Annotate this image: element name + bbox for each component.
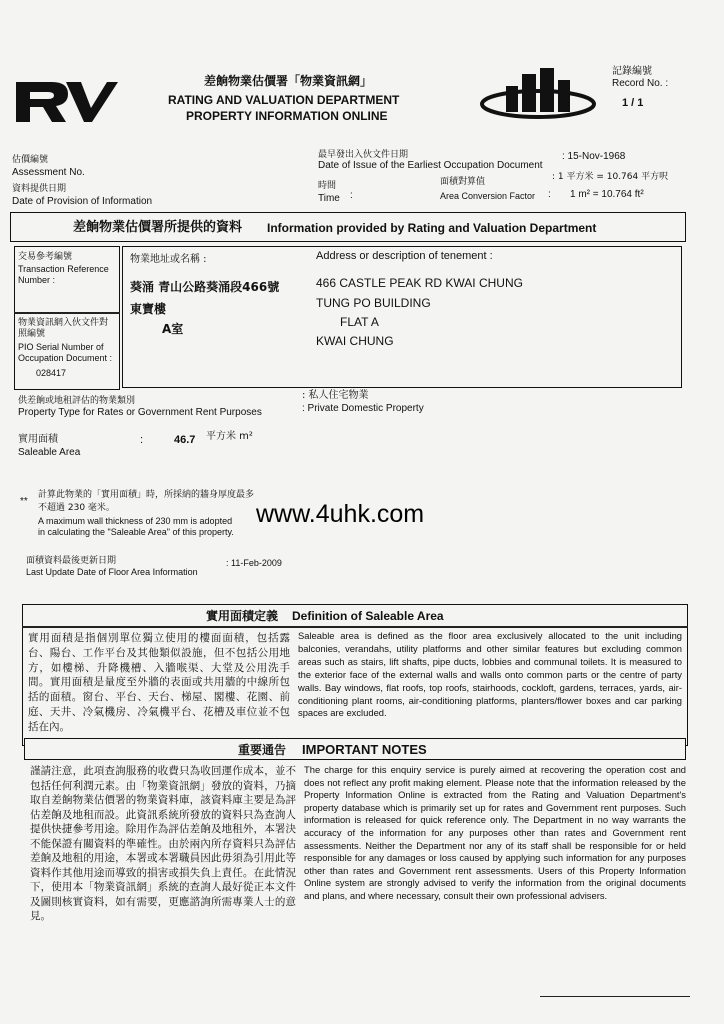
occupation-zh: 最早發出入伙文件日期 — [318, 150, 409, 160]
conv-label: Area Conversion Factor — [440, 191, 536, 201]
txn-zh: 交易參考編號 — [18, 252, 73, 262]
info-banner — [10, 212, 686, 242]
update-date-label: Last Update Date of Floor Area Information — [26, 567, 198, 577]
conv-colon: : — [548, 189, 551, 200]
occupation-value: : 15-Nov-1968 — [562, 151, 626, 162]
wall-note-zh-2: 不超過 230 毫米。 — [38, 503, 115, 513]
address-en-line-2: TUNG PO BUILDING — [316, 296, 431, 310]
info-banner-zh: 差餉物業估價署所提供的資料 — [73, 220, 243, 235]
address-label-en: Address or description of tenement : — [316, 250, 493, 262]
info-right-col — [122, 246, 682, 388]
building-logo-graphic — [478, 64, 598, 124]
definition-title-en: Definition of Saleable Area — [292, 609, 444, 623]
notes-body-en: The charge for this enquiry service is purely aimed at recovering the operation cost and does not reflect any profit making element. Please note that the information released by the Property Information Online is extracted from the Rating and Valuation Department's property database which is primarily set up for rates and Government rent purposes. Such information is released for quick reference only. The Department in no way warrants the accuracy of the information for any purposes other than rates and Government rent assessments. Neither the Department nor any of its staff shall be responsible for or held responsible for any damages or loss caused by applying such information for any purposes other than rates and Government rent assessments. Users of this Property Information Online system are strongly advised to verify the information from the original documents and plans, and where necessary, consult their own professional advisers. — [304, 764, 686, 901]
update-date-zh: 面積資料最後更新日期 — [26, 556, 117, 566]
occupation-label: Date of Issue of the Earliest Occupation Document — [318, 160, 543, 171]
header-title-en-2: PROPERTY INFORMATION ONLINE — [186, 109, 388, 123]
rv-logo — [14, 78, 118, 126]
saleable-area-label: Saleable Area — [18, 447, 81, 458]
record-no-zh: 記錄編號 — [612, 66, 652, 77]
saleable-area-value: 46.7 — [174, 434, 196, 446]
assessment-label: Assessment No. — [12, 167, 85, 178]
notes-body-zh: 謹請注意，此項查詢服務的收費只為收回運作成本，並不包括任何利潤元素。由「物業資訊網」發放的資料，乃摘取自差餉物業估價署的物業資料庫，該資料庫主要是為評估差餉及地租而設。此資訊系統所發放的資料只為查詢人提供快捷參考用途。除用作為評估差餉及地租外，本署決不能保證有關資料的準確性。由於兩內所存資料只為評估差餉及地租的用途，本署或本署職員因此毋須為引用此等資料作其他用途而導致的損害或損失負上責任。在此情況下，使用本「物業資訊網」系統的查詢人最好從正本文件及圖則核實資料，如有需要，更應諮詢所需專業人士的意見。 — [30, 765, 296, 922]
header-title-en-1: RATING AND VALUATION DEPARTMENT — [168, 93, 400, 107]
txn-label: Transaction Reference Number : — [18, 264, 109, 285]
wall-note-en-1: A maximum wall thickness of 230 mm is adopted — [38, 516, 233, 526]
wall-note-en-2: in calculating the "Saleable Area" of this property. — [38, 527, 234, 537]
rv-logo-graphic — [14, 78, 118, 126]
conv-zh: 面積對算值 — [440, 177, 486, 187]
record-no-label: Record No. : — [612, 78, 669, 89]
address-en-line-4: KWAI CHUNG — [316, 334, 394, 348]
info-left-divider — [14, 312, 120, 314]
pio-value: 028417 — [36, 368, 67, 378]
watermark-text: www.4uhk.com — [256, 500, 425, 528]
wall-note-zh-1: 計算此物業的「實用面積」時，所採納的牆身厚度最多 — [38, 490, 255, 500]
pio-label: PIO Serial Number of Occupation Document : — [18, 342, 113, 363]
property-type-value: : Private Domestic Property — [302, 403, 424, 414]
address-en-line-3: FLAT A — [340, 315, 379, 329]
saleable-area-colon: : — [140, 434, 144, 446]
address-label-zh: 物業地址或名稱 : — [130, 254, 207, 265]
address-en-line-1: 466 CASTLE PEAK RD KWAI CHUNG — [316, 276, 523, 290]
pio-zh: 物業資訊網入伙文件對照編號 — [18, 318, 109, 339]
assessment-zh: 估價編號 — [12, 155, 49, 165]
footer-rule — [540, 996, 690, 997]
address-zh-line-3: A室 — [162, 322, 184, 336]
property-type-value-zh: : 私人住宅物業 — [302, 390, 369, 401]
address-zh-line-1: 葵涌 青山公路葵涌段466號 — [130, 280, 280, 294]
definition-title-rule — [22, 626, 688, 628]
property-type-zh: 供差餉或地租評估的物業類別 — [18, 396, 136, 406]
saleable-area-zh: 實用面積 — [18, 434, 58, 445]
definition-title-zh: 實用面積定義 — [206, 609, 279, 623]
header-title-zh: 差餉物業估價署「物業資訊網」 — [204, 74, 373, 88]
address-zh-line-2: 東寶樓 — [130, 302, 167, 316]
info-banner-en: Information provided by Rating and Valuation Department — [267, 221, 597, 235]
time-colon: : — [350, 190, 353, 201]
provision-label: Date of Provision of Information — [12, 196, 153, 207]
update-date-value: : 11-Feb-2009 — [226, 558, 282, 568]
time-label: Time — [318, 193, 340, 204]
conv-value-2: 1 m² = 10.764 ft² — [570, 189, 644, 200]
record-no-value: 1 / 1 — [622, 97, 644, 109]
note-marker: ** — [20, 496, 28, 507]
time-zh: 時間 — [318, 181, 337, 191]
notes-title-en: IMPORTANT NOTES — [302, 742, 427, 757]
saleable-area-unit: 平方米 m² — [206, 431, 253, 442]
building-logo — [478, 64, 598, 124]
definition-body-en: Saleable area is defined as the floor area exclusively allocated to the unit including balconies, verandahs, utility platforms and other similar features but excluding common areas such as stairs, lift shafts, pipe ducts, lobbies and communal toilets. It is measured to the exterior face of the external walls and walls onto common parts or the centre of party walls. Bay windows, flat roofs, top roofs, stairhoods, cockloft, gardens, terraces, yards, air-conditioning plant rooms, air-conditioning platforms, planters/flower boxes and car parking spaces are excluded. — [298, 630, 682, 719]
notes-title-zh: 重要通告 — [238, 743, 287, 757]
conv-value-1: : 1 平方米 = 10.764 平方呎 — [552, 172, 669, 182]
definition-body-zh: 實用面積是指個別單位獨立使用的樓面面積，包括露台、陽台、工作平台及其他類似設施，但不包括公用地方，如樓梯、升降機槽、入牆喉渠、大堂及公用洗手間。實用面積是量度至外牆的表面或共用牆的中線所包括的面積。窗台、平台、天台、梯屋、閣樓、花園、前庭、天井、冷氣機房、冷氣機平台、花槽及車位並不包括在內。 — [28, 632, 290, 733]
property-type-label: Property Type for Rates or Government Rent Purposes — [18, 407, 262, 418]
provision-zh: 資料提供日期 — [12, 184, 67, 194]
